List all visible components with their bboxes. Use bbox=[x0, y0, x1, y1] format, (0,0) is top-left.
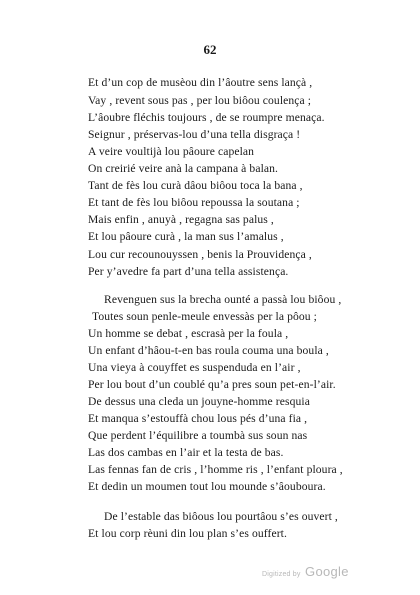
google-logo: Google bbox=[305, 564, 349, 579]
verse-line: Toutes soun penle-meule envessàs per la pôou ; bbox=[92, 310, 317, 323]
verse-line: Un enfant d’hâou-t-en bas roula couma una boula , bbox=[88, 344, 329, 357]
verse-line: Mais enfin , anuyà , regagna sas palus , bbox=[88, 213, 274, 226]
verse-line: Que perdent l’équilibre a toumbà sus soun nas bbox=[88, 429, 308, 442]
verse-line: On creirié veire anà la campana à balan. bbox=[88, 162, 279, 175]
verse-line: Revenguen sus la brecha ounté a passà lou biôou , bbox=[104, 293, 342, 306]
verse-line: L’âoubre fléchis toujours , de se roumpre menaça. bbox=[88, 111, 325, 124]
verse-line: Un homme se debat , escrasà per la foula , bbox=[88, 327, 289, 340]
verse-line: Las dos cambas en l’air et la testa de bas. bbox=[88, 446, 284, 459]
page-number: 62 bbox=[203, 42, 217, 57]
verse-line: Tant de fès lou curà dâou biôou toca la bana , bbox=[88, 179, 303, 192]
watermark-prefix: Digitized by bbox=[262, 571, 301, 578]
verse-line: Una vieya à couyffet es suspenduda en l’air , bbox=[88, 361, 301, 374]
verse-line: Seignur , préservas-lou d’una tella disgraça ! bbox=[88, 128, 301, 141]
verse-line: Las fennas fan de cris , l’homme ris , l’enfant ploura , bbox=[88, 463, 343, 476]
verse-line: De dessus una cleda un jouyne-homme resquia bbox=[88, 395, 310, 408]
verse-line: Et dedin un moumen tout lou mounde s’âouboura. bbox=[88, 480, 326, 493]
verse-line: Et tant de fès lou biôou repoussa la soutana ; bbox=[88, 196, 300, 209]
verse-line: A veire voultijà lou pâoure capelan bbox=[88, 145, 255, 158]
verse-line: Vay , revent sous pas , per lou biôou coulença ; bbox=[88, 94, 312, 107]
verse-line: Et lou corp rèuni din lou plan s’es ouffert. bbox=[88, 527, 287, 540]
verse-line: Et d’un cop de musèou din l’âoutre sens lançà , bbox=[88, 76, 313, 89]
verse-line: De l’estable das biôous lou pourtâou s’es ouvert , bbox=[104, 510, 338, 523]
verse-line: Lou cur recounouyssen , benis la Prouvidença , bbox=[88, 248, 312, 261]
verse-line: Per y’avedre fa part d’una tella assistença. bbox=[88, 265, 289, 278]
digitized-watermark bbox=[262, 563, 349, 581]
verse-line: Per lou bout d’un coublé qu’a pres soun pet-en-l’air. bbox=[88, 378, 336, 391]
verse-line: Et manqua s’estouffà chou lous pés d’una fia , bbox=[88, 412, 308, 425]
verse-line: Et lou pâoure curà , la man sus l’amalus , bbox=[88, 230, 284, 243]
